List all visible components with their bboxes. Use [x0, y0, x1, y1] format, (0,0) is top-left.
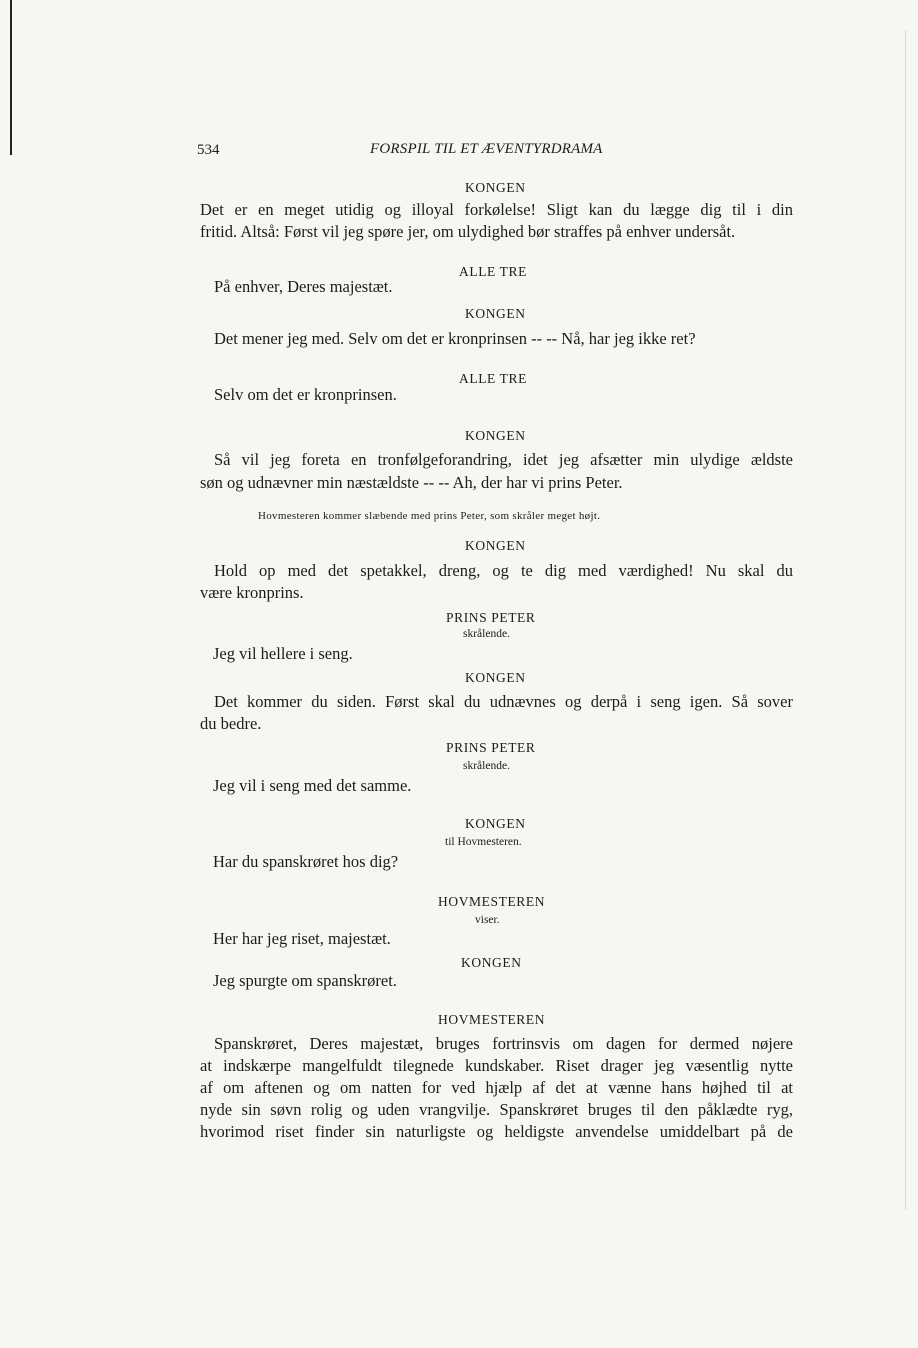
- speaker-direction: viser.: [475, 914, 500, 926]
- page-number: 534: [197, 142, 220, 158]
- speaker-hovmesteren: HOVMESTEREN: [438, 894, 546, 909]
- page-edge-mark: [10, 0, 12, 155]
- dialogue-line: Her har jeg riset, majestæt.: [213, 929, 391, 948]
- speaker-hovmesteren: HOVMESTEREN: [438, 1012, 546, 1027]
- speaker-kongen: KONGEN: [465, 538, 526, 553]
- dialogue-line: hvorimod riset finder sin naturligste og heldigste anvendelse umiddelbart på de: [200, 1122, 793, 1141]
- stage-direction: Hovmesteren kommer slæbende med prins Peter, som skråler meget højt.: [258, 510, 601, 522]
- dialogue-line: Det mener jeg med. Selv om det er kronprinsen -- -- Nå, har jeg ikke ret?: [214, 329, 696, 348]
- running-title: FORSPIL TIL ET ÆVENTYRDRAMA: [370, 141, 603, 157]
- dialogue-line: Det er en meget utidig og illoyal forkølelse! Sligt kan du lægge dig til i din: [200, 200, 793, 219]
- speaker-prins-peter: PRINS PETER: [446, 740, 536, 755]
- dialogue-line: nyde sin søvn rolig og uden vrangvilje. Spanskrøret bruges til den påklædte ryg,: [200, 1100, 793, 1119]
- speaker-alle-tre: ALLE TRE: [459, 371, 527, 386]
- speaker-prins-peter: PRINS PETER: [446, 610, 536, 625]
- speaker-kongen: KONGEN: [465, 816, 526, 831]
- speaker-kongen: KONGEN: [465, 180, 526, 195]
- speaker-direction: til Hovmesteren.: [445, 836, 522, 848]
- speaker-kongen: KONGEN: [465, 428, 526, 443]
- dialogue-line: være kronprins.: [200, 583, 304, 602]
- speaker-kongen: KONGEN: [465, 306, 526, 321]
- dialogue-line: Så vil jeg foreta en tronfølgeforandring, idet jeg afsætter min ulydige ældste: [214, 450, 793, 469]
- dialogue-line: Har du spanskrøret hos dig?: [213, 852, 399, 871]
- dialogue-line: Jeg vil hellere i seng.: [213, 644, 353, 663]
- speaker-kongen: KONGEN: [461, 955, 522, 970]
- dialogue-line: Spanskrøret, Deres majestæt, bruges fortrinsvis om dagen for dermed nøjere: [214, 1034, 793, 1053]
- dialogue-line: søn og udnævner min næstældste -- -- Ah, der har vi prins Peter.: [200, 473, 623, 492]
- speaker-alle-tre: ALLE TRE: [459, 264, 527, 279]
- dialogue-line: Jeg spurgte om spanskrøret.: [213, 971, 397, 990]
- dialogue-line: du bedre.: [200, 714, 262, 733]
- dialogue-line: På enhver, Deres majestæt.: [214, 277, 393, 296]
- dialogue-line: Hold op med det spetakkel, dreng, og te dig med værdighed! Nu skal du: [214, 561, 793, 580]
- speaker-direction: skrålende.: [463, 760, 510, 772]
- page-edge-shadow: [905, 30, 906, 1210]
- dialogue-line: at indskærpe mangelfuldt tilegnede kundskaber. Riset drager jeg væsentlig nytte: [200, 1056, 793, 1075]
- dialogue-line: Det kommer du siden. Først skal du udnævnes og derpå i seng igen. Så sover: [214, 692, 793, 711]
- dialogue-line: Selv om det er kronprinsen.: [214, 385, 397, 404]
- dialogue-line: af om aftenen og om natten for ved hjælp af det at vænne hans højhed til at: [200, 1078, 793, 1097]
- dialogue-line: Jeg vil i seng med det samme.: [213, 776, 412, 795]
- speaker-direction: skrålende.: [463, 628, 510, 640]
- speaker-kongen: KONGEN: [465, 670, 526, 685]
- dialogue-line: fritid. Altså: Først vil jeg spøre jer, om ulydighed bør straffes på enhver undersåt.: [200, 222, 736, 241]
